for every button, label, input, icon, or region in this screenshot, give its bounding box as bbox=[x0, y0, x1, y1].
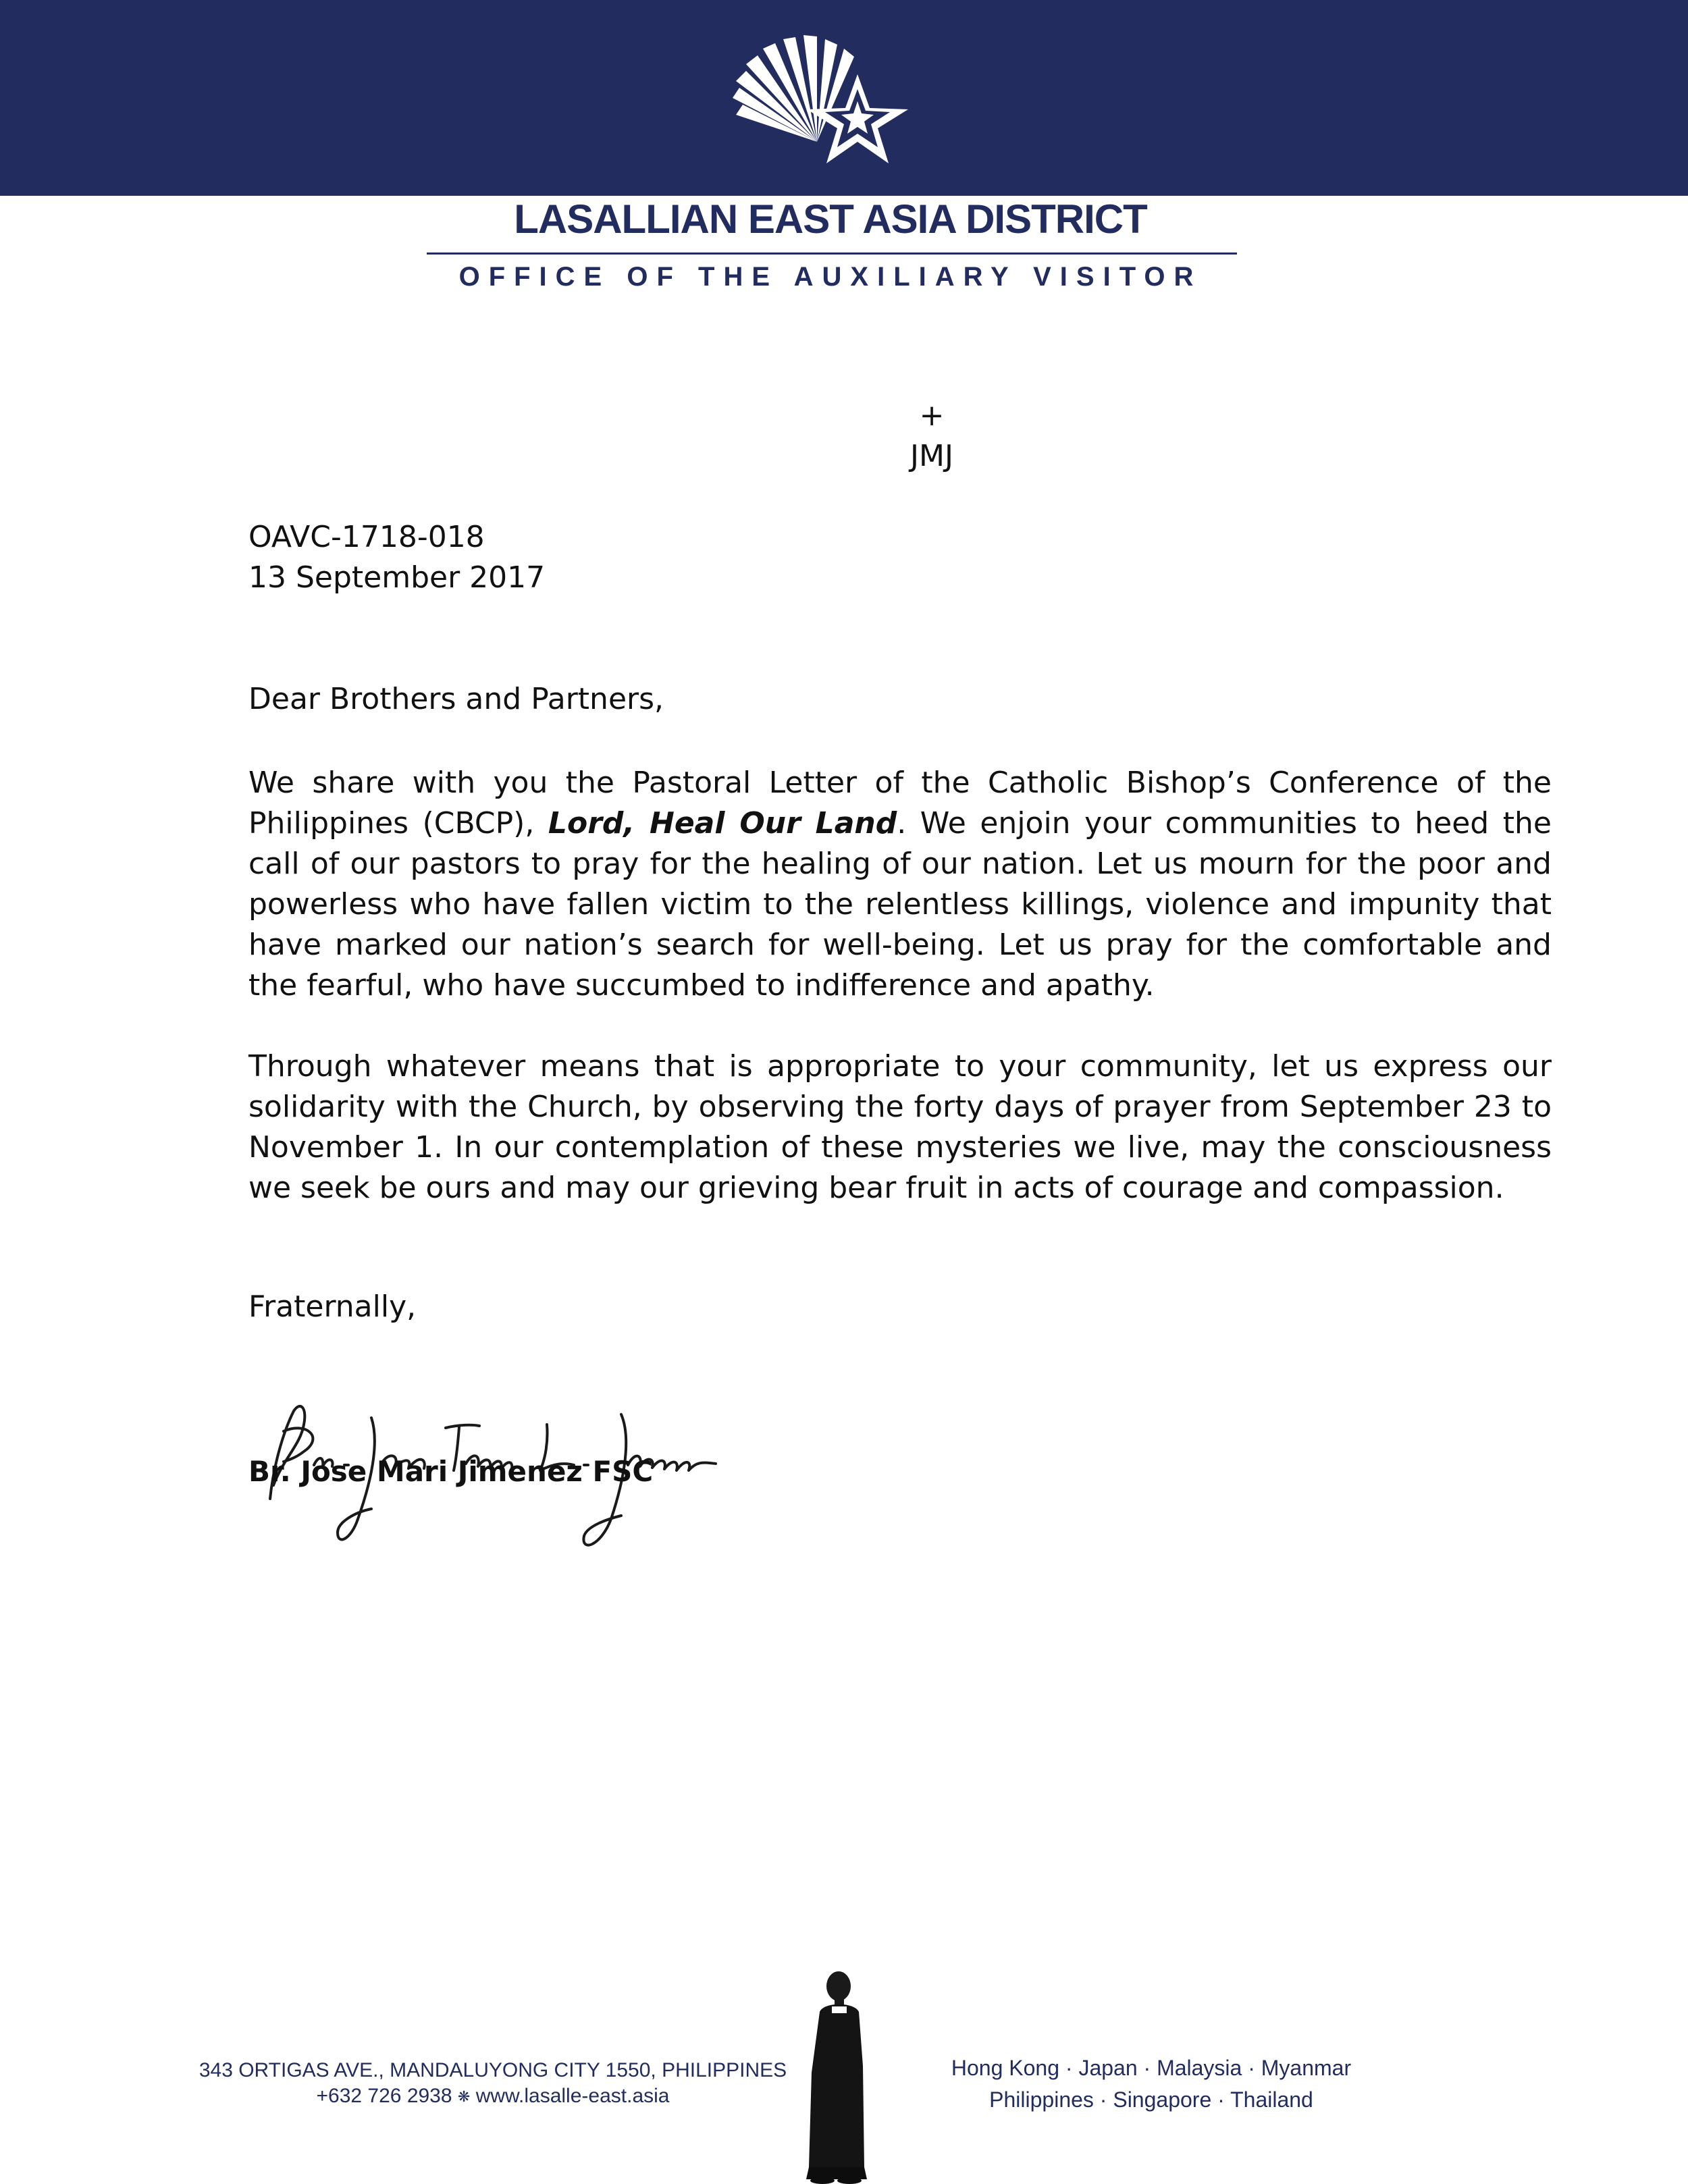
paragraph-1-end: . We enjoin your communities to heed the call of our pastors to pray for the healing of our nation. Let us mourn for the poor and powerless who have fallen victim to the relentless killings, violence and impunity that have marked our nation’s search for well-being. Let us pray for the comfortable and the fearful, who have succumbed to indifference and apathy. bbox=[248, 806, 1552, 1003]
office-name: OFFICE OF THE AUXILIARY VISITOR bbox=[458, 262, 1203, 292]
cross-symbol: + bbox=[919, 398, 945, 433]
body-paragraph-1 bbox=[248, 763, 1552, 1006]
signer-name: Br. Jose Mari Jimenez FSC bbox=[248, 1455, 654, 1488]
closing: Fraternally, bbox=[248, 1289, 417, 1324]
pastoral-letter-title: Lord, Heal Our Land bbox=[548, 806, 897, 841]
district-name: LASALLIAN EAST ASIA DISTRICT bbox=[514, 196, 1147, 242]
reference-number: OAVC-1718-018 bbox=[248, 520, 485, 554]
footer-address: 343 ORTIGAS AVE., MANDALUYONG CITY 1550, PHILIPPINES bbox=[199, 2059, 787, 2081]
globe-icon: ❋ bbox=[457, 2088, 471, 2106]
star-fan-logo-icon bbox=[716, 34, 918, 169]
letter-date: 13 September 2017 bbox=[248, 560, 546, 595]
body-paragraph-2: Through whatever means that is appropriate to your community, let us express our solidarity with the Church, by observing the forty days of prayer from September 23 to November 1. In our contemplation of these mysteries we live, may the consciousness we seek be ours and may our grieving bear fruit in acts of courage and compassion. bbox=[248, 1049, 1552, 1205]
footer-contact bbox=[155, 2085, 830, 2108]
salutation: Dear Brothers and Partners, bbox=[248, 682, 664, 716]
header-divider bbox=[427, 252, 1237, 255]
footer-countries-line-1: Hong Kong · Japan · Malaysia · Myanmar bbox=[951, 2056, 1352, 2080]
footer-website[interactable]: www.lasalle-east.asia bbox=[475, 2085, 670, 2107]
header-banner bbox=[0, 0, 1688, 196]
footer-countries-line-2: Philippines · Singapore · Thailand bbox=[989, 2087, 1313, 2112]
jmj-invocation: JMJ bbox=[910, 439, 953, 473]
footer-phone: +632 726 2938 bbox=[316, 2085, 452, 2107]
paragraph-1-start: We share with you the Pastoral Letter of the Catholic Bishop’s Conference of the Philippines (CBCP), bbox=[248, 766, 1552, 841]
